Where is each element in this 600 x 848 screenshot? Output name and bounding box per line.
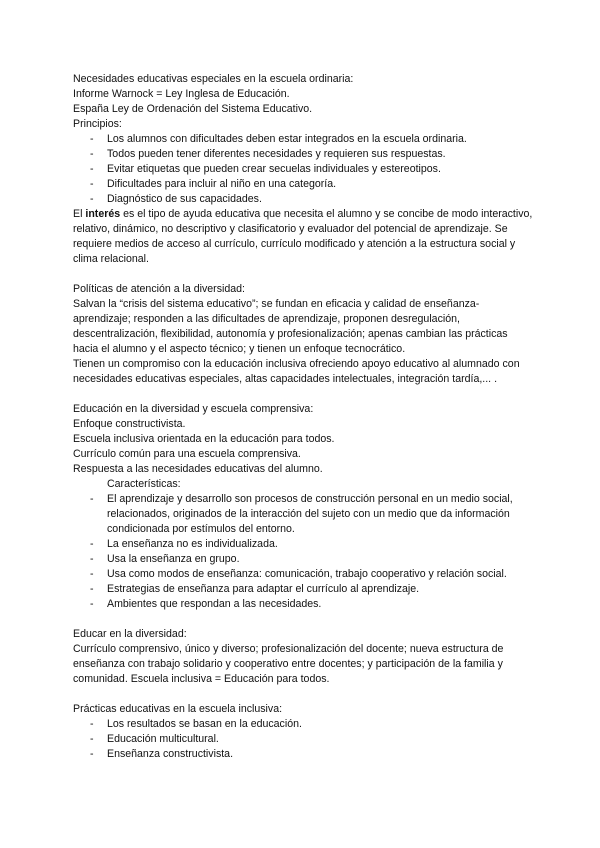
list-item: - Usa como modos de enseñanza: comunicación, trabajo cooperativo y relación social. — [73, 567, 533, 582]
paragraph: Currículo comprensivo, único y diverso; profesionalización del docente; nueva estructura de enseñanza con trabajo solidario y cooperativo entre docentes; y participación de la familia y comunidad. Escuela inclusiva = Educación para todos. — [73, 643, 504, 685]
practices-list — [73, 717, 533, 762]
text-line: Respuesta a las necesidades educativas del alumno. — [73, 463, 323, 475]
characteristics-label: Características: — [107, 478, 181, 490]
section-title: Educar en la diversidad: — [73, 628, 187, 640]
list-item: - Diagnóstico de sus capacidades. — [73, 192, 533, 207]
list-item: - Todos pueden tener diferentes necesidades y requieren sus respuestas. — [73, 147, 533, 162]
spacer — [73, 267, 533, 282]
interes-paragraph — [73, 207, 533, 267]
list-item: - Evitar etiquetas que pueden crear secuelas individuales y estereotipos. — [73, 162, 533, 177]
section-title: Necesidades educativas especiales en la escuela ordinaria: — [73, 73, 354, 85]
interes-text: es el tipo de ayuda educativa que necesita el alumno y se concibe de modo interactivo, relativo, dinámico, no descriptivo y clasificatorio y evaluador del potencial de aprendizaje. Se requiere medios de acceso al currículo, currículo modificado y atención a la estructura social y clima relacional. — [73, 208, 533, 265]
list-item: - Los resultados se basan en la educación. — [73, 717, 533, 732]
list-item: - Usa la enseñanza en grupo. — [73, 552, 533, 567]
section-title: Políticas de atención a la diversidad: — [73, 283, 245, 295]
section-title: Educación en la diversidad y escuela comprensiva: — [73, 403, 314, 415]
spacer — [73, 387, 533, 402]
list-item: - Dificultades para incluir al niño en una categoría. — [73, 177, 533, 192]
characteristics-list — [73, 492, 533, 612]
spacer — [73, 687, 533, 702]
interes-pre: El — [73, 208, 86, 220]
text-line: Informe Warnock = Ley Inglesa de Educación. — [73, 88, 290, 100]
principles-list — [73, 132, 533, 207]
list-item: - Estrategias de enseñanza para adaptar el currículo al aprendizaje. — [73, 582, 533, 597]
list-item: - La enseñanza no es individualizada. — [73, 537, 533, 552]
list-item: - Enseñanza constructivista. — [73, 747, 533, 762]
paragraph: Tienen un compromiso con la educación inclusiva ofreciendo apoyo educativo al alumnado con necesidades educativas especiales, altas capacidades intelectuales, integración tardía,... . — [73, 358, 520, 385]
text-line: Currículo común para una escuela comprensiva. — [73, 448, 301, 460]
list-item: - Educación multicultural. — [73, 732, 533, 747]
document-page — [73, 72, 533, 762]
text-line: Escuela inclusiva orientada en la educación para todos. — [73, 433, 335, 445]
spacer — [73, 612, 533, 627]
paragraph: Salvan la “crisis del sistema educativo”; se fundan en eficacia y calidad de enseñanza-aprendizaje; responden a las dificultades de aprendizaje, proponen desregulación, descentralización, flexibilidad, autonomía y profesionalización; apenas cambian las prácticas hacia el alumno y el aspecto técnico; y tienen un enfoque tecnocrático. — [73, 298, 508, 355]
list-item: - Ambientes que respondan a las necesidades. — [73, 597, 533, 612]
interes-bold: interés — [85, 208, 121, 220]
list-item: - Los alumnos con dificultades deben estar integrados en la escuela ordinaria. — [73, 132, 533, 147]
text-line: Enfoque constructivista. — [73, 418, 186, 430]
list-item: - El aprendizaje y desarrollo son procesos de construcción personal en un medio social, relacionados, originados de la interacción del sujeto con un medio que da información condicionada por estímulos del entorno. — [73, 492, 533, 537]
principles-label: Principios: — [73, 118, 122, 130]
text-line: España Ley de Ordenación del Sistema Educativo. — [73, 103, 313, 115]
section-title: Prácticas educativas en la escuela inclusiva: — [73, 703, 283, 715]
